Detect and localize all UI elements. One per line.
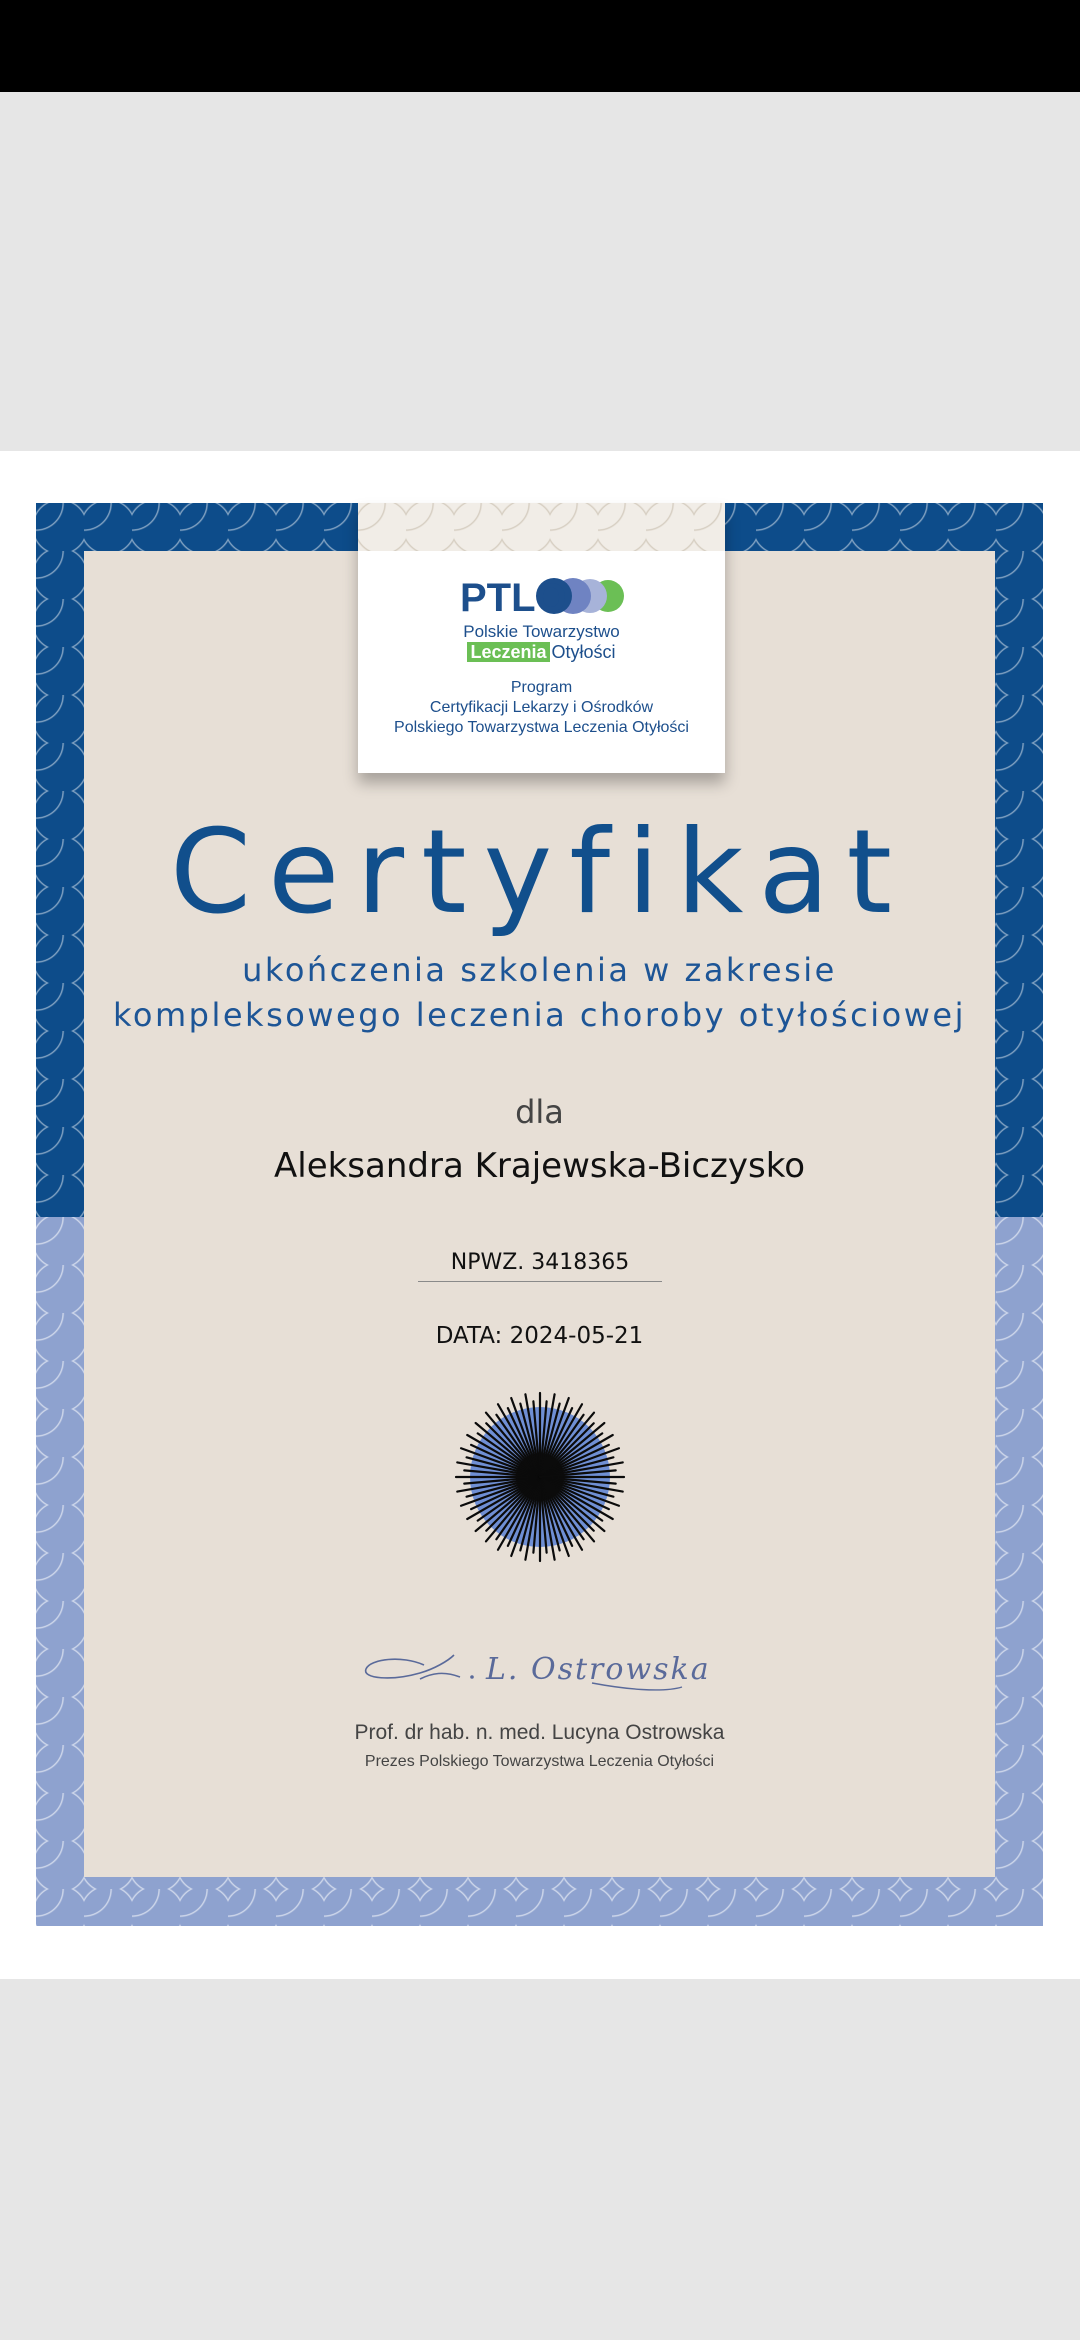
logo-text-line2	[358, 642, 725, 663]
subtitle-line: kompleksowego leczenia choroby otyłościowej	[113, 996, 966, 1034]
program-line: Program	[510, 679, 573, 696]
signature-image	[362, 1643, 711, 1699]
ptlo-logo-icon	[460, 576, 624, 620]
logo-panel	[358, 503, 725, 773]
signer-name: Prof. dr hab. n. med. Lucyna Ostrowska	[354, 1721, 725, 1744]
subtitle-line: ukończenia szkolenia w zakresie	[242, 951, 837, 989]
certificate	[36, 503, 1043, 1926]
logo-text-rest: Otyłości	[551, 642, 616, 662]
status-bar	[0, 0, 1080, 92]
signature-text: L. Ostrowska	[486, 1652, 711, 1687]
program-line: Certyfikacji Lekarzy i Ośrodków	[429, 699, 654, 716]
signer-role: Prezes Polskiego Towarzystwa Leczenia Otyłości	[364, 1753, 715, 1770]
npwz-number: NPWZ. 3418365	[418, 1250, 662, 1282]
certificate-date: DATA: 2024-05-21	[435, 1323, 644, 1349]
logo-text-line1: Polskie Towarzystwo	[463, 622, 620, 641]
certificate-title: Certyfikat	[170, 805, 909, 940]
logo-panel-pattern	[358, 503, 725, 551]
starburst-seal-icon	[454, 1391, 626, 1563]
program-description	[358, 678, 725, 738]
logo-highlight: Leczenia	[467, 642, 549, 662]
certificate-subtitle	[36, 948, 1043, 1038]
recipient-name: Aleksandra Krajewska-Biczysko	[273, 1146, 806, 1186]
for-label: dla	[515, 1093, 564, 1131]
program-line: Polskiego Towarzystwa Leczenia Otyłości	[394, 719, 689, 736]
logo-brand-text: PTLO	[460, 576, 567, 620]
